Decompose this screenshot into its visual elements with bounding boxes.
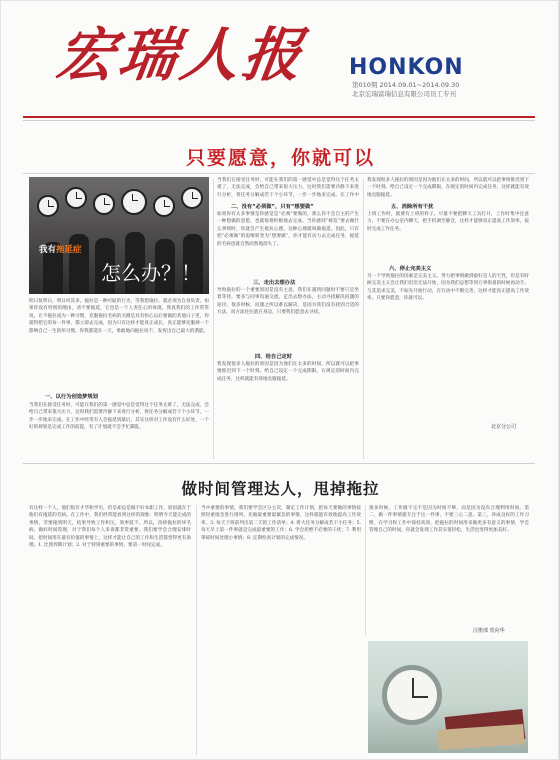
clock-icon	[37, 195, 59, 217]
column-rule	[365, 505, 366, 635]
clock-icon	[382, 665, 442, 725]
article2-author: 注册部 贺向华	[473, 628, 505, 634]
clock-icon	[65, 187, 87, 209]
article1-subhead-5: 五、消除所有干扰	[391, 204, 434, 210]
article1-subhead-4: 四、给自己定时	[255, 354, 293, 360]
publisher: 北京宏瑞富瑞信息有限公司员工专刊	[352, 90, 456, 98]
article2-body-right: 很多时候，工作做不完不是因为时间不够，而是因为没有合理利用时间。第二，做一件事情就专注于这一件事，不要三心二意。第三，养成良好的工作习惯，在学习和工作中保持高效，把拖拉的时间用来做更多有意义的事情，学会管理自己的时间，你就会发现工作其实很轻松，生活也变得更加美好。	[369, 506, 529, 534]
masthead-thin-rule	[23, 120, 535, 121]
article1-body-1: 当我们在接受任务时，可能在我们的第一感觉中总是觉得这个任务太难了，无法完成，会给自己带来很大压力，这时我们需要冷静下来进行分析，将任务分解成若干个小环节，一步一步地来完成。在工作中经常有人会拖延到最后，其实这样对工作没有什么好处，一个好的规划是完成工作的前提，有了计划就不会手忙脚乱。	[29, 403, 209, 431]
column-rule	[363, 179, 364, 459]
issue-info	[352, 81, 459, 99]
article1-body-6: 另一个导致拖拉的因素是完美主义。努力把事情做到最好是人的天性，但是有时候完美主义会让我们迟迟无法开始，因为我们总想等到万事俱备的时候再动手。与其追求完美，不如先开始行动，在行动中不断完善，这样才能真正提高工作效率。只要你愿意，你就可以。	[367, 274, 529, 302]
article1-body-1-cont: 当我们在接受任务时，可能在我们的第一感觉中总是觉得这个任务太难了，无法完成，会给自己带来很大压力，这时我们需要冷静下来进行分析，将任务分解成若干个小环节，一步一步地来完成。在工作中	[217, 178, 359, 198]
column-rule	[213, 179, 214, 459]
article2-body-left: 有这样一个人，他们很有才华和学历，但是却总是做不好本职工作，原因就在于他们有拖延的毛病。在工作中，我们经常能看到这样的现象：明明今天能完成的事情，非要拖到明天，结果导致工作积压，效率低下。所以，改掉拖拉的坏毛病，做好时间管理，对于我们每个人来说都非常重要。我们要学会合理安排时间，把时间用在最有价值的事情上，这样才能让自己的工作和生活都变得更有条理。1. 比照周期计划；2. 对于特别重要的事情，要第一时间完成。	[29, 506, 191, 549]
article2-headline: 做时间管理达人，甩掉拖拉	[181, 480, 380, 498]
article1-body-4-cont: 我发现很多人拖拉的原因是因为他们在太多的时间，所以就可以把事情推迟到下一个时刻。给自己设定一个完成期限，在规定的时间内完成任务，这样就能有效地克服拖延。	[367, 178, 529, 198]
article1-body-5: 上班工作时，就要有上班的样子，尽量不要把聊天工具打开，工作时集中注意力，不要在办公室内聊天，把手机调至静音，这样才能够真正提高工作效率，按时完成工作任务。	[367, 212, 529, 232]
clock-icon	[93, 193, 115, 215]
headline-rule	[23, 173, 535, 174]
article1-body-2: 如果你有太多事情是你感觉是“必须”要做的，那么你不会自主的产生一种想做的意愿，也就很难积极地去完成。当你感到“被迫”要去做什么事情时，你就会产生抵抗心理，这种心理就叫做拖延。因此，只有把“必须做”的思维转变为“想要做”，你才能有动力去完成任务，拖延的毛病也就自然而然地消失了。	[217, 212, 359, 247]
masthead	[52, 15, 487, 98]
clock-icon	[181, 187, 203, 209]
article1-subhead-2: 二、没有“必须做”，只有“想要做”	[231, 204, 314, 210]
article-divider	[23, 463, 535, 464]
issue-date: 第010期 2014.09.01~2014.09.30	[352, 81, 460, 89]
article2-photo	[368, 641, 528, 753]
clock-icon	[153, 195, 175, 217]
masthead-rule	[23, 116, 535, 118]
brand-logo: HONKON	[349, 55, 464, 80]
article1-intro: 明日复明日，明日何其多。拖拉是一种可耻的行为，等我想拖拉，就必须为自身负责。如果你没有特别的理由，请不要拖延，它也是一个人责任心的体现。我真我们的工作常常说，让不拖拉成为一种习惯，克服拖拉毛病的关键是具有恒心以后要做的其他日子里，你就得把它的每一件事，都立即去完成，因为只有这样才能真正成长，真正能够克服掉一个影响自己一生的坏习惯，你我都能在一天，勇敢地向拖拉说不，发挥出自己最大的潜能。	[29, 299, 209, 334]
article1-subhead-3: 三、走出去想办法	[253, 280, 296, 286]
photo-caption-line2: 怎么办？！	[101, 261, 201, 285]
clock-icon	[121, 189, 147, 215]
article1-body-3: 导致拖拉的一个重要原因是没有主意，我们在遇到问题时不要只是坐着等待，要多与同事沟通交流，走出去想办法，主动寻找解决问题的途径。很多时候，问题之所以难以解决，是因为我们没有找到合适的方法，而方法往往就在身边，只要我们愿意去寻找。	[217, 288, 359, 316]
photo-caption-line1: 我有拖延症	[39, 245, 82, 255]
article2-body-mid: 当中重要的事情，我们要学会区分主次，制定工作计划，把每天要做的事情按照轻重缓急进行排列，先做最重要最紧急的事情，这样就能有效地提高工作效率。3. 每天下班前列出第二天的工作清单；4. 将大任务分解成若干小任务；5. 每天早上第一件事就是完成最重要的工作；6. 学会拒绝不必要的干扰；7. 利用零碎时间处理小事情；8. 定期检查计划的完成情况。	[201, 506, 361, 541]
newsletter-title: 宏瑞人报	[52, 21, 310, 89]
article1-subhead-1: 一、以行为创造梦规划	[45, 394, 98, 400]
article1-headline: 只要愿意，你就可以	[185, 147, 375, 169]
article1-body-4: 我发现很多人拖拉的原因是因为他们在太多的时间，所以就可以把事情推迟到下一个时刻。给自己设定一个完成期限，在规定的时间内完成任务，这样就能有效地克服拖延。	[217, 362, 359, 382]
article1-subhead-6: 六、停止完美主义	[389, 266, 432, 272]
article1-photo	[29, 177, 209, 294]
column-rule	[196, 505, 197, 755]
article1-author: 北京分公司	[491, 424, 517, 430]
